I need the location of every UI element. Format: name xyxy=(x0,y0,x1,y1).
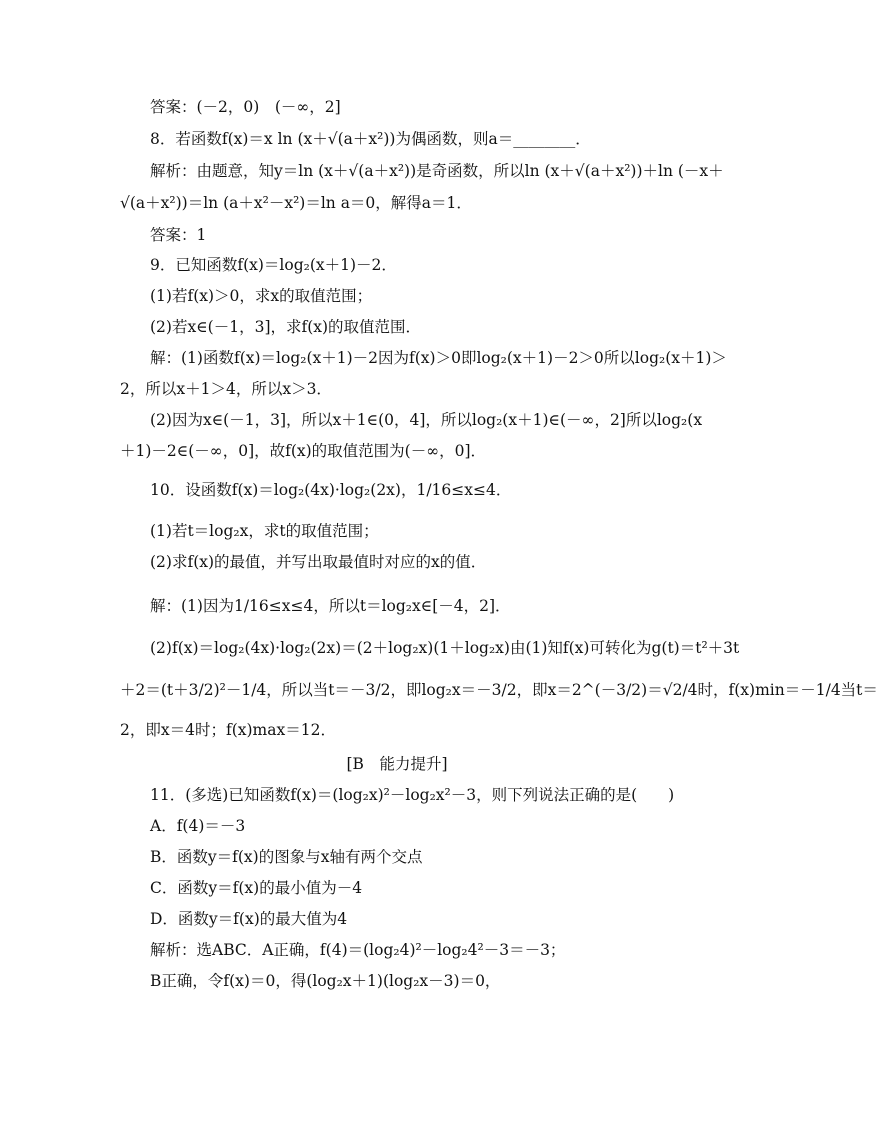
question-9: 9．已知函数f(x)＝log₂(x＋1)－2． xyxy=(150,256,397,274)
question-8: 8．若函数f(x)＝x ln (x＋√(a＋x²))为偶函数，则a＝________． xyxy=(150,130,591,148)
section-heading: [B 能力提升] xyxy=(346,755,448,773)
question-9-part-2: (2)若x∈(－1，3]，求f(x)的取值范围． xyxy=(150,318,422,336)
solution-11-line-2: B正确，令f(x)＝0，得(log₂x＋1)(log₂x－3)＝0， xyxy=(150,972,501,990)
question-9-part-1: (1)若f(x)＞0，求x的取值范围； xyxy=(150,287,373,305)
option-d: D．函数y＝f(x)的最大值为4 xyxy=(150,910,348,928)
question-11: 11．(多选)已知函数f(x)＝(log₂x)²－log₂x²－3，则下列说法正确的是( ) xyxy=(150,786,675,804)
solution-9-line-1: 解：(1)函数f(x)＝log₂(x＋1)－2因为f(x)＞0即log₂(x＋1)－2＞0所以log₂(x＋1)＞ xyxy=(150,349,727,367)
option-b: B．函数y＝f(x)的图象与x轴有两个交点 xyxy=(150,848,423,866)
question-10-part-1: (1)若t＝log₂x，求t的取值范围； xyxy=(150,522,379,540)
solution-10-line-3: ＋2＝(t＋3/2)²－1/4，所以当t＝－3/2，即log₂x＝－3/2，即x＝2^(－3/2)＝√2/4时，f(x)min＝－1/4当t＝ xyxy=(120,681,878,699)
solution-8-line-2: √(a＋x²))＝ln (a＋x²－x²)＝ln a＝0，解得a＝1． xyxy=(120,194,472,212)
solution-8-line-1: 解析：由题意，知y＝ln (x＋√(a＋x²))是奇函数，所以ln (x＋√(a＋x²))＋ln (－x＋ xyxy=(150,162,724,180)
question-10: 10．设函数f(x)＝log₂(4x)·log₂(2x)，1/16≤x≤4． xyxy=(150,481,512,499)
option-a: A．f(4)＝－3 xyxy=(150,817,246,835)
answer-8: 答案：1 xyxy=(150,226,207,244)
solution-10-line-2: (2)f(x)＝log₂(4x)·log₂(2x)＝(2＋log₂x)(1＋log₂x)由(1)知f(x)可转化为g(t)＝t²＋3t xyxy=(150,639,740,657)
question-10-part-2: (2)求f(x)的最值，并写出取最值时对应的x的值． xyxy=(150,553,487,571)
solution-9-line-3: (2)因为x∈(－1，3]，所以x＋1∈(0，4]，所以log₂(x＋1)∈(－∞，2]所以log₂(x xyxy=(150,411,703,429)
solution-10-line-4: 2，即x＝4时；f(x)max＝12． xyxy=(120,721,336,739)
answer-7: 答案：(－2，0) (－∞，2] xyxy=(150,98,341,116)
option-c: C．函数y＝f(x)的最小值为－4 xyxy=(150,879,363,897)
solution-9-line-2: 2，所以x＋1＞4，所以x＞3． xyxy=(120,380,332,398)
solution-11-line-1: 解析：选ABC．A正确，f(4)＝(log₂4)²－log₂4²－3＝－3； xyxy=(150,941,566,959)
solution-9-line-4: ＋1)－2∈(－∞，0]，故f(x)的取值范围为(－∞，0]． xyxy=(120,442,487,460)
solution-10-line-1: 解：(1)因为1/16≤x≤4，所以t＝log₂x∈[－4，2]． xyxy=(150,597,511,615)
